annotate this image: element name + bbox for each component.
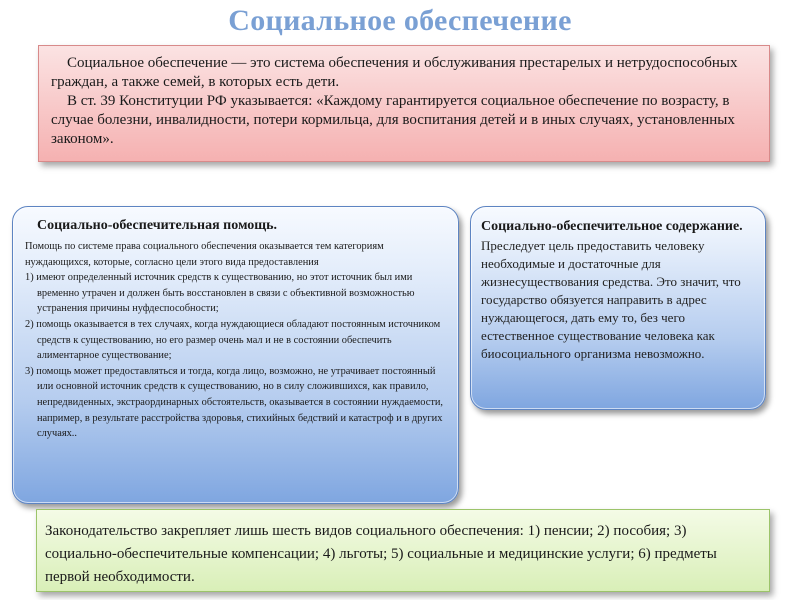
legislation-box — [36, 509, 770, 592]
page-title: Социальное обеспечение — [228, 4, 572, 37]
assistance-heading: Социально-обеспечительная помощь. — [37, 218, 278, 233]
maintenance-text: Преследует цель предоставить человеку необходимые и достаточные для жизнесуществования средства. Это значит, что государство обязуется направить в адрес нуждающегося, дать ему то, без чего естественное существование человека как биосоциального организма невозможно. — [481, 238, 741, 361]
assistance-item: 1) имеют определенный источник средств к существованию, но этот источник был ими временно утрачен и должен быть восстановлен в связи с объективной возможностью устранения причины нуфдеспособности; — [25, 272, 415, 315]
assistance-intro: Помощь по системе права социального обеспечения оказывается тем категориям нуждающихся, которые, согласно цели этого вида предоставления — [25, 241, 384, 268]
legislation-text: Законодательство закрепляет лишь шесть видов социального обеспечения: 1) пенсии; 2) пособия; 3) социально-обеспечительные компенсации; 4) льготы; 5) социальные и медицинские услуги; 6) предметы первой необходимости. — [45, 523, 717, 585]
definition-box — [38, 45, 770, 162]
constitution-quote: В ст. 39 Конституции РФ указывается: «Каждому гарантируется социальное обеспечение по возрасту, в случае болезни, инвалидности, потери кормильца, для воспитания детей и в иных случаях, установленных законом». — [51, 93, 735, 147]
assistance-item: 3) помощь может предоставляться и тогда, когда лицо, возможно, не утрачивает постоянный или основной источник средств к существованию, но в силу сложившихся, как правило, непредвиденных, экстраординарных обстоятельств, оказывается в состоянии нуждаемости, например, в результате расстройства здоровья, стихийных бедствий и катастроф и в других случаях.. — [25, 365, 444, 440]
assistance-panel — [12, 206, 459, 504]
maintenance-heading: Социально-обеспечительное содержание. — [481, 219, 743, 234]
definition-paragraph: Социальное обеспечение — это система обеспечения и обслуживания престарелых и нетрудоспособных граждан, а также семей, в которых есть дети. — [51, 55, 738, 90]
assistance-item: 2) помощь оказывается в тех случаях, когда нуждающиеся обладают постоянным источником средств к существованию, но его размер очень мал и не в состоянии обеспечить алиментарное существование; — [25, 318, 441, 362]
maintenance-panel — [470, 206, 766, 410]
